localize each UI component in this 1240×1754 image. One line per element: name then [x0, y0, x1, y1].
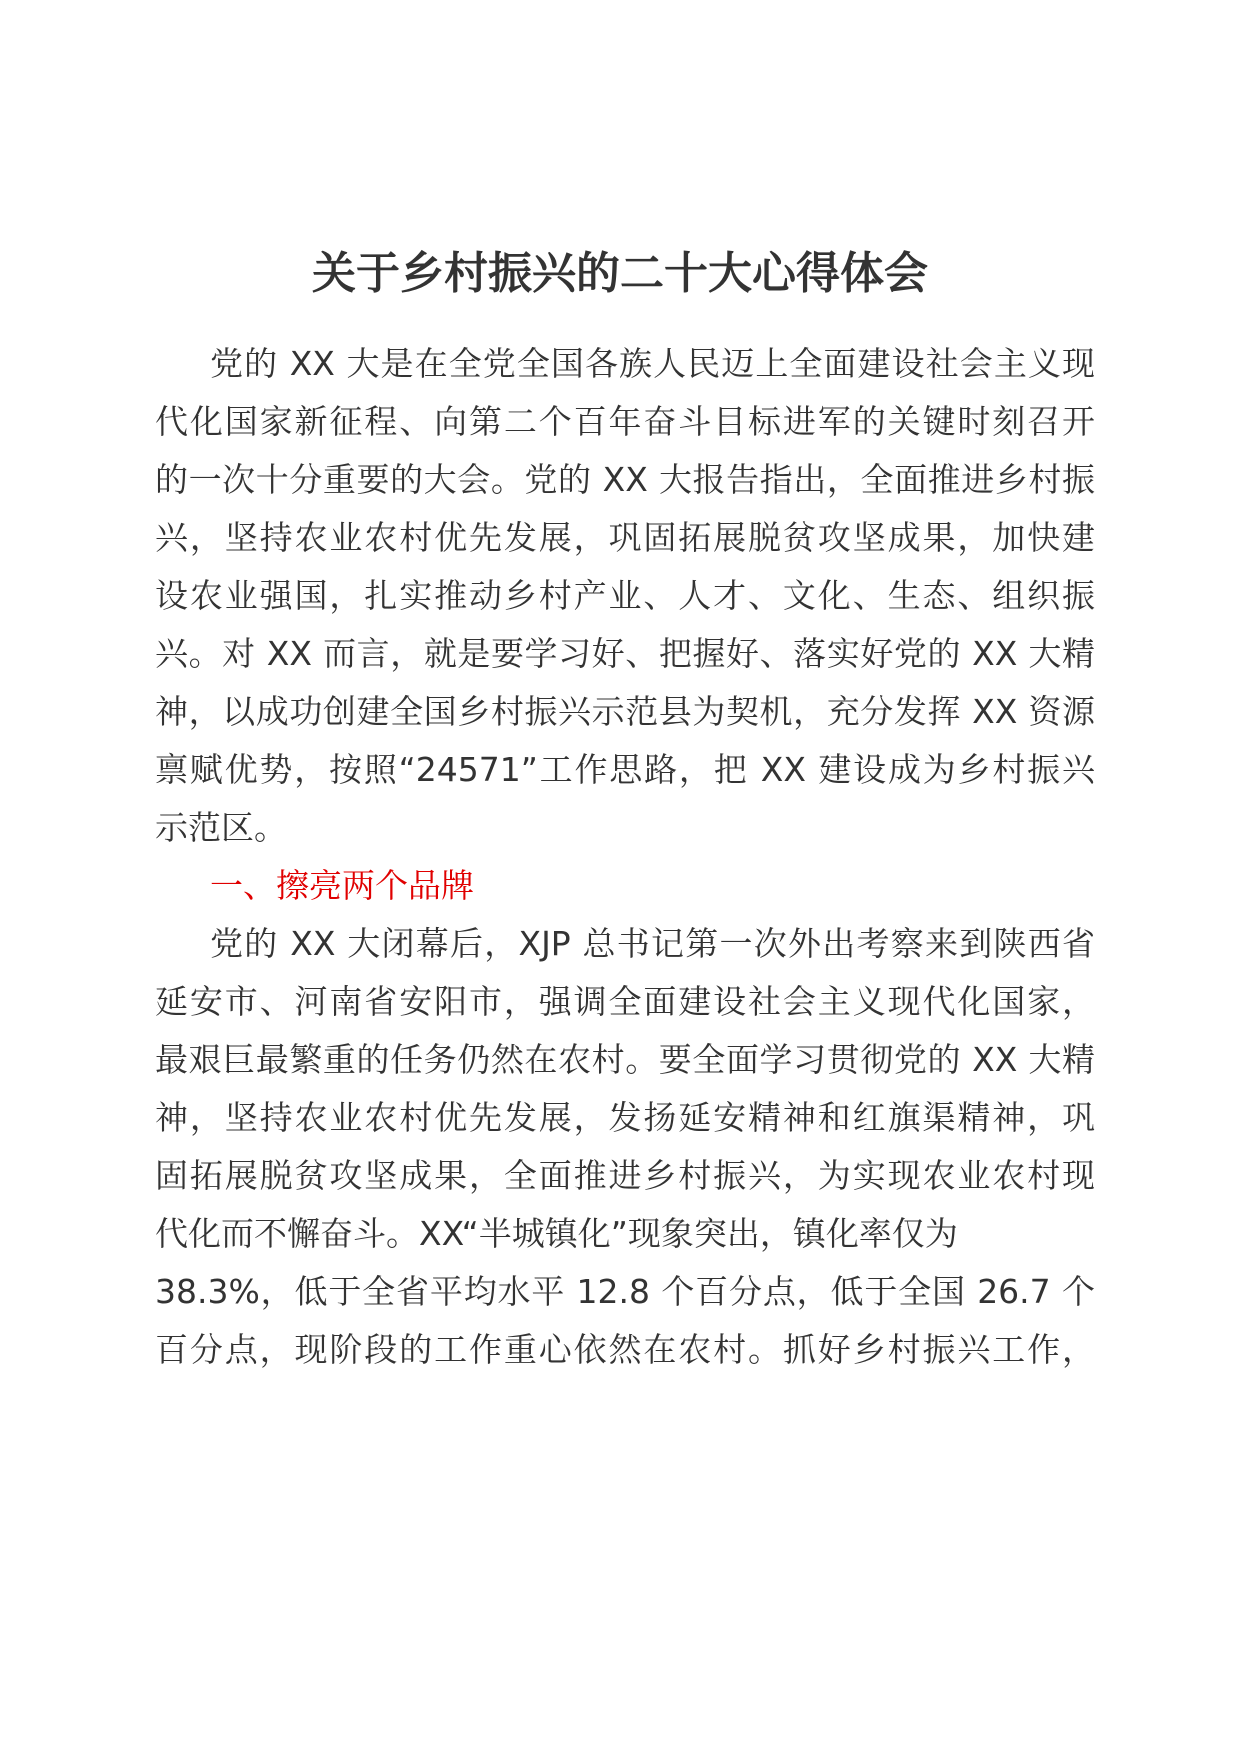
paragraph-1-line-9: 示范区。 [155, 808, 287, 847]
paragraph-1-line-3: 的一次十分重要的大会。党的 XX 大报告指出，全面推进乡村振 [155, 460, 1095, 499]
document-title: 关于乡村振兴的二十大心得体会 [312, 248, 928, 299]
paragraph-2-line-4: 神，坚持农业农村优先发展，发扬延安精神和红旗渠精神，巩 [155, 1098, 1095, 1137]
paragraph-2-line-7: 38.3%，低于全省平均水平 12.8 个百分点，低于全国 26.7 个 [155, 1272, 1095, 1311]
paragraph-1-line-7: 神，以成功创建全国乡村振兴示范县为契机，充分发挥 XX 资源 [155, 692, 1095, 731]
paragraph-1-line-5: 设农业强国，扎实推动乡村产业、人才、文化、生态、组织振 [155, 576, 1095, 615]
paragraph-2-line-2: 延安市、河南省安阳市，强调全面建设社会主义现代化国家， [155, 982, 1095, 1021]
paragraph-2-line-5: 固拓展脱贫攻坚成果，全面推进乡村振兴，为实现农业农村现 [155, 1156, 1095, 1195]
section-heading-1: 一、擦亮两个品牌 [210, 866, 474, 905]
paragraph-1-line-2: 代化国家新征程、向第二个百年奋斗目标进军的关键时刻召开 [155, 402, 1095, 441]
paragraph-1-line-8: 禀赋优势，按照“24571”工作思路，把 XX 建设成为乡村振兴 [155, 750, 1095, 789]
paragraph-2-line-3: 最艰巨最繁重的任务仍然在农村。要全面学习贯彻党的 XX 大精 [155, 1040, 1095, 1079]
paragraph-1-line-4: 兴，坚持农业农村优先发展，巩固拓展脱贫攻坚成果，加快建 [155, 518, 1095, 557]
paragraph-1-line-1: 党的 XX 大是在全党全国各族人民迈上全面建设社会主义现 [210, 344, 1095, 383]
paragraph-1-line-6: 兴。对 XX 而言，就是要学习好、把握好、落实好党的 XX 大精 [155, 634, 1095, 673]
paragraph-2-line-1: 党的 XX 大闭幕后，XJP 总书记第一次外出考察来到陕西省 [210, 924, 1095, 963]
paragraph-2-line-6: 代化而不懈奋斗。XX“半城镇化”现象突出，镇化率仅为 [155, 1214, 958, 1253]
paragraph-2-line-8: 百分点，现阶段的工作重心依然在农村。抓好乡村振兴工作， [155, 1330, 1095, 1369]
